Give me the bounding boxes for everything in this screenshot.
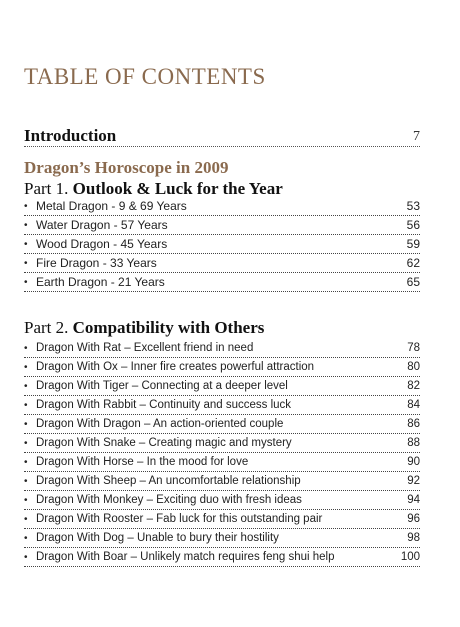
toc-entry[interactable] (24, 529, 420, 548)
part2-title: Compatibility with Others (72, 318, 265, 337)
toc-entry[interactable] (24, 548, 420, 567)
toc-title: TABLE OF CONTENTS (24, 64, 266, 89)
toc-entry[interactable] (24, 434, 420, 453)
entry-label: Fire Dragon - 33 Years (36, 256, 157, 270)
entry-page-number: 56 (406, 218, 420, 232)
toc-entry[interactable] (24, 273, 420, 292)
toc-entry[interactable] (24, 396, 420, 415)
entry-page-number: 96 (407, 513, 420, 525)
toc-entry-introduction[interactable] (24, 126, 420, 147)
bullet-icon: • (24, 551, 28, 563)
bullet-icon: • (24, 361, 28, 373)
entry-label: Dragon With Boar – Unlikely match requires feng shui help (36, 551, 335, 563)
toc-entry[interactable] (24, 377, 420, 396)
bullet-icon: • (24, 200, 28, 212)
bullet-icon: • (24, 513, 28, 525)
entry-page-number: 100 (400, 551, 420, 563)
entry-page-number: 92 (407, 475, 420, 487)
entry-page-number: 80 (407, 361, 420, 373)
entry-label: Dragon With Rooster – Fab luck for this outstanding pair (36, 513, 323, 525)
entry-label: Dragon With Horse – In the mood for love (36, 456, 249, 468)
bullet-icon: • (24, 475, 28, 487)
entry-label: Dragon With Snake – Creating magic and mystery (36, 437, 292, 449)
entry-page-number: 62 (406, 256, 420, 270)
bullet-icon: • (24, 276, 28, 288)
entry-page-number: 53 (406, 199, 420, 213)
bullet-icon: • (24, 238, 28, 250)
entry-label: Dragon With Rat – Excellent friend in need (36, 342, 254, 354)
entry-label: Dragon With Dragon – An action-oriented couple (36, 418, 284, 430)
bullet-icon: • (24, 494, 28, 506)
entry-label: Dragon With Tiger – Connecting at a deeper level (36, 380, 288, 392)
bullet-icon: • (24, 380, 28, 392)
entry-label: Dragon With Dog – Unable to bury their hostility (36, 532, 279, 544)
toc-entry[interactable] (24, 339, 420, 358)
toc-page (24, 0, 420, 627)
entry-label: Wood Dragon - 45 Years (36, 237, 168, 251)
bullet-icon: • (24, 418, 28, 430)
toc-entry[interactable] (24, 216, 420, 235)
toc-entry[interactable] (24, 472, 420, 491)
entry-page-number: 78 (407, 342, 420, 354)
toc-entry[interactable] (24, 235, 420, 254)
entry-page-number: 84 (407, 399, 420, 411)
toc-entry[interactable] (24, 415, 420, 434)
part1-prefix: Part 1. (24, 179, 69, 198)
entry-page-number: 59 (406, 237, 420, 251)
entry-label: Dragon With Sheep – An uncomfortable relationship (36, 475, 301, 487)
introduction-page-number: 7 (413, 129, 420, 144)
entry-label: Dragon With Monkey – Exciting duo with fresh ideas (36, 494, 302, 506)
part2-entry-list (24, 339, 420, 567)
entry-page-number: 98 (407, 532, 420, 544)
bullet-icon: • (24, 437, 28, 449)
bullet-icon: • (24, 219, 28, 231)
section-heading: Dragon’s Horoscope in 2009 (24, 158, 229, 177)
toc-entry[interactable] (24, 197, 420, 216)
entry-label: Water Dragon - 57 Years (36, 218, 168, 232)
entry-page-number: 86 (407, 418, 420, 430)
toc-entry[interactable] (24, 491, 420, 510)
introduction-label: Introduction (24, 126, 117, 145)
entry-label: Earth Dragon - 21 Years (36, 275, 165, 289)
toc-entry[interactable] (24, 254, 420, 273)
toc-entry[interactable] (24, 358, 420, 377)
part1-entry-list (24, 197, 420, 292)
bullet-icon: • (24, 342, 28, 354)
entry-page-number: 90 (407, 456, 420, 468)
toc-entry[interactable] (24, 453, 420, 472)
entry-label: Dragon With Rabbit – Continuity and success luck (36, 399, 292, 411)
bullet-icon: • (24, 532, 28, 544)
bullet-icon: • (24, 257, 28, 269)
part1-heading (24, 179, 283, 199)
bullet-icon: • (24, 456, 28, 468)
bullet-icon: • (24, 399, 28, 411)
part2-prefix: Part 2. (24, 318, 69, 337)
entry-label: Dragon With Ox – Inner fire creates powerful attraction (36, 361, 315, 373)
part2-heading (24, 318, 264, 338)
entry-page-number: 94 (407, 494, 420, 506)
part1-title: Outlook & Luck for the Year (72, 179, 283, 198)
toc-entry[interactable] (24, 510, 420, 529)
entry-page-number: 65 (406, 275, 420, 289)
entry-label: Metal Dragon - 9 & 69 Years (36, 199, 187, 213)
entry-page-number: 88 (407, 437, 420, 449)
entry-page-number: 82 (407, 380, 420, 392)
